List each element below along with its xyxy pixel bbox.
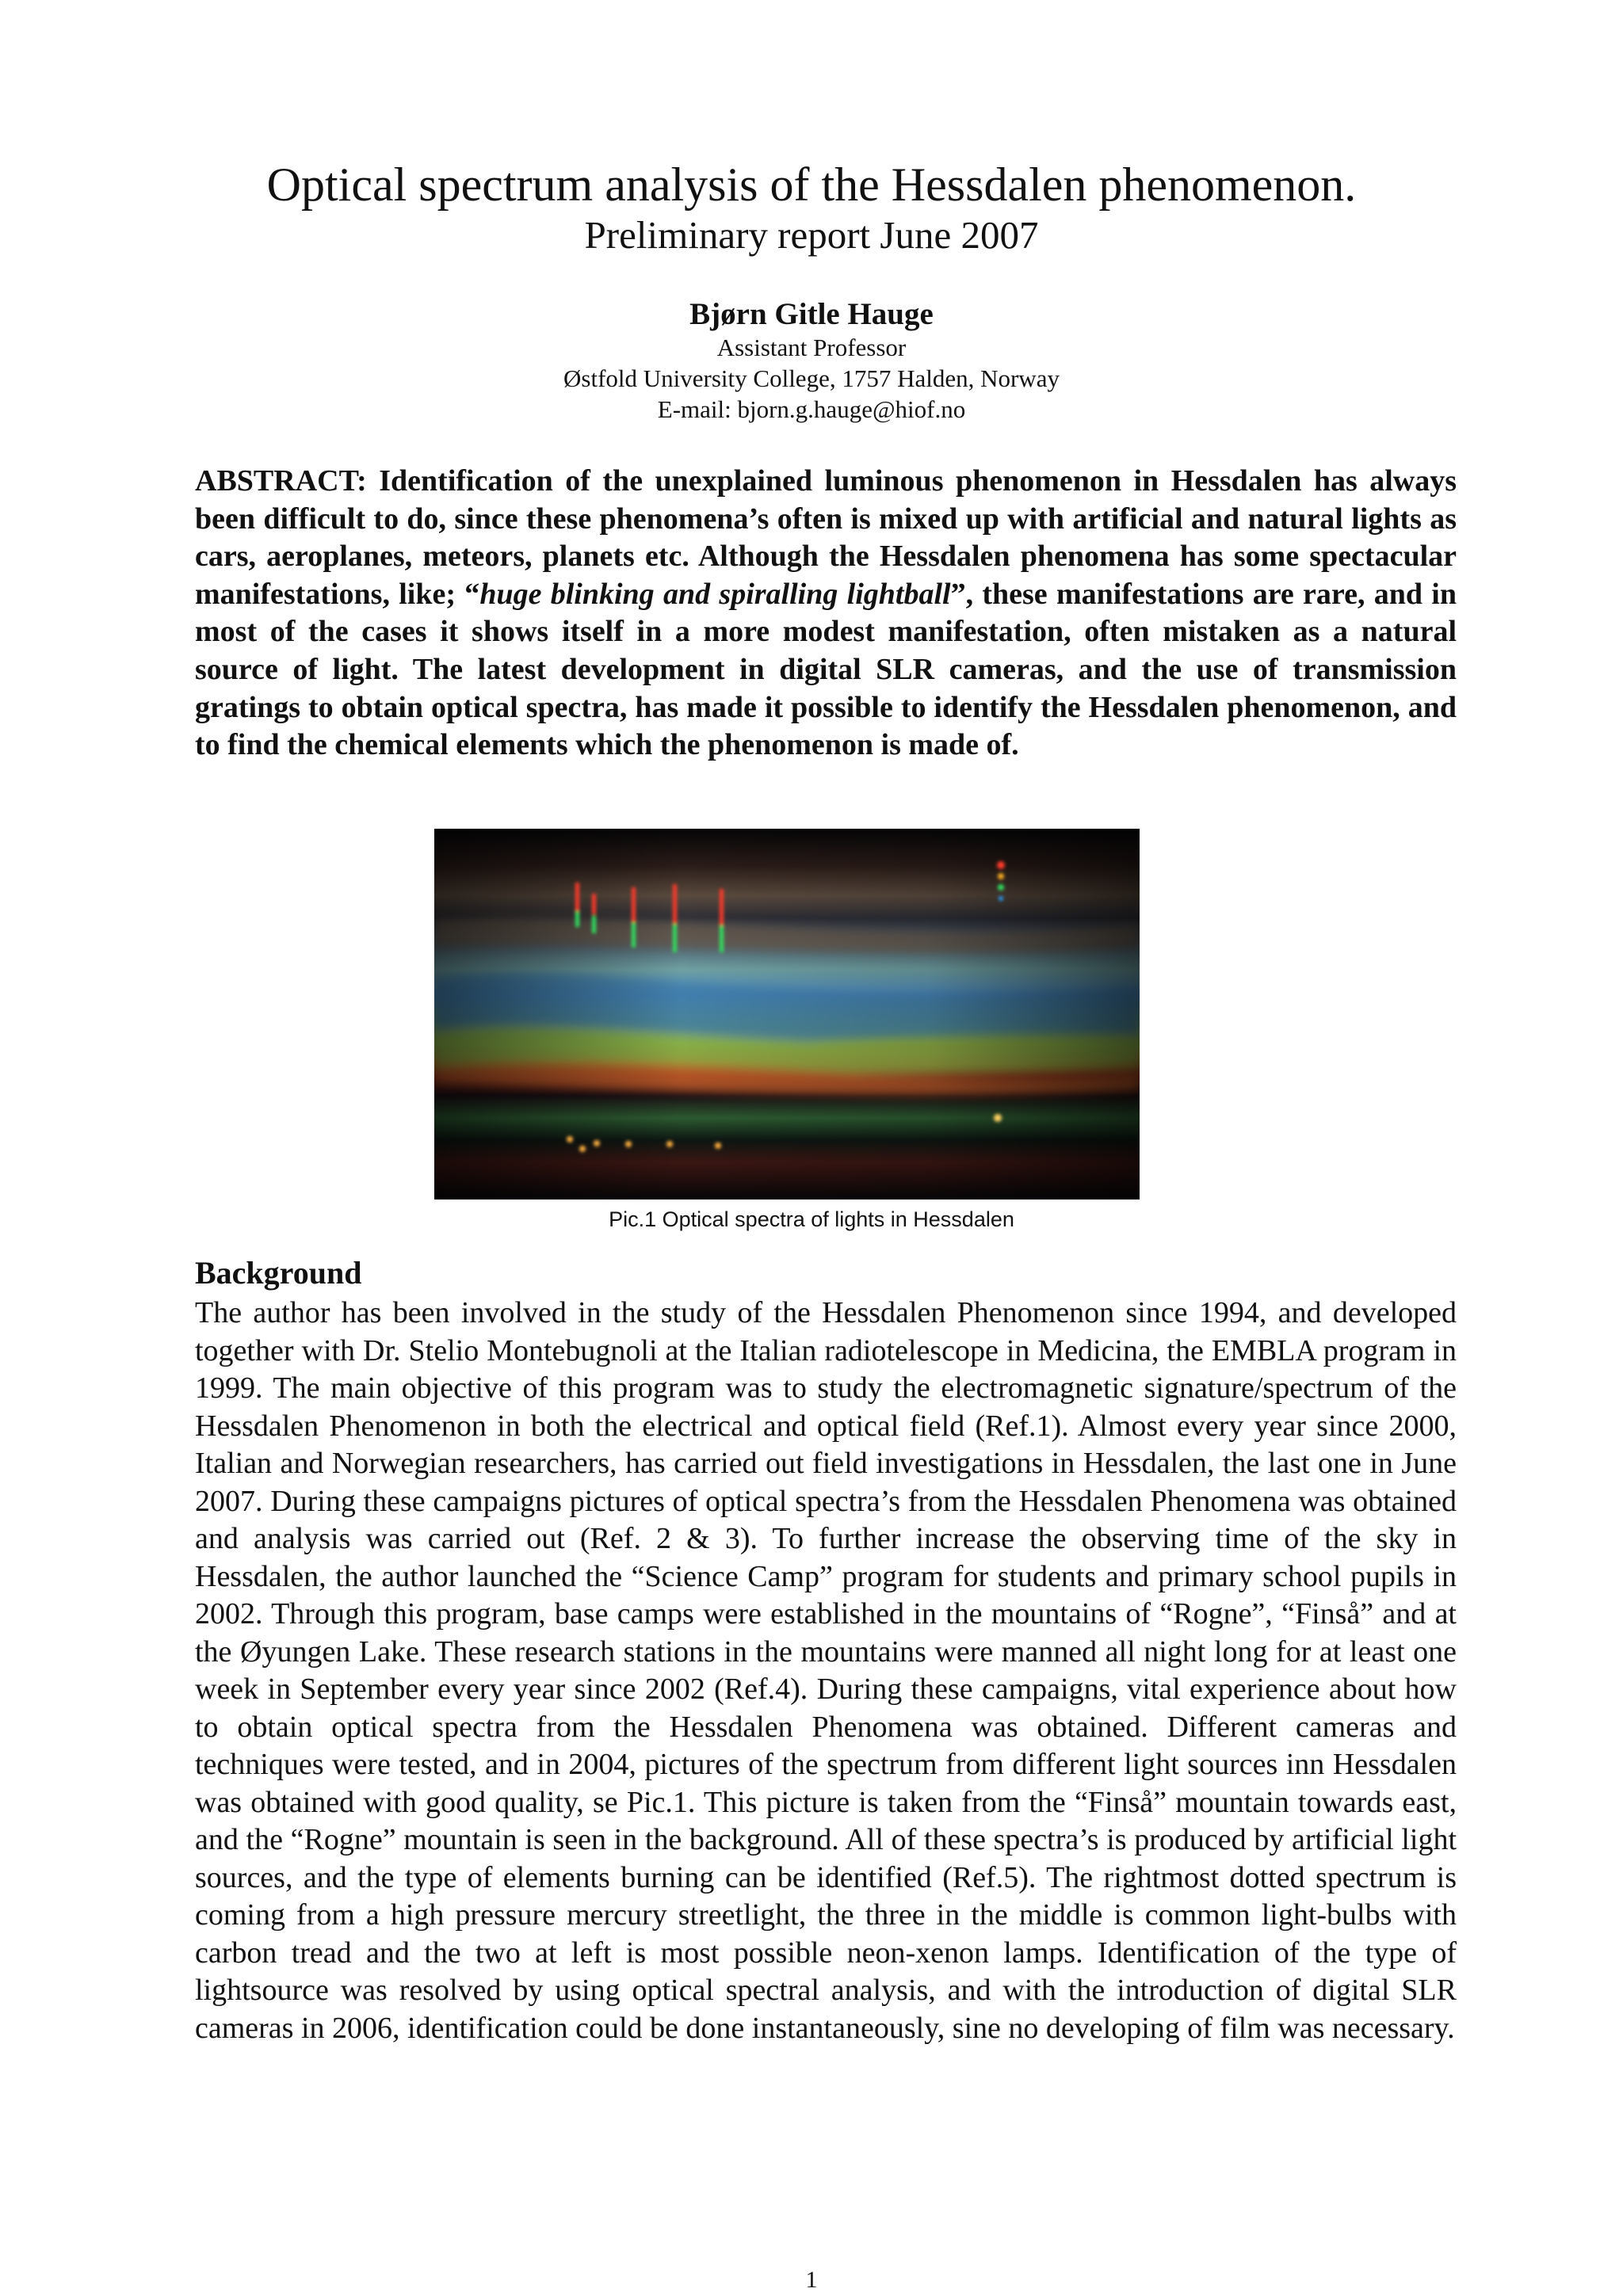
abstract	[195, 463, 1457, 765]
section-heading: Background	[195, 1255, 362, 1291]
author-name: Bjørn Gitle Hauge	[689, 297, 934, 331]
paper-title: Optical spectrum analysis of the Hessdalen phenomenon.	[266, 158, 1357, 211]
abstract-lead: ABSTRACT: Identification of the unexplained luminous phenomenon in Hessdalen has always been difficult to do, since these phenomena’s often is mixed up with artificial and natural lights as cars, aeroplanes, meteors, planets etc. Although the Hessdalen phenomena has some spectacular manifestations, like; “	[195, 464, 1457, 611]
abstract-italic: huge blinking and spiralling lightball	[479, 577, 951, 611]
figure-caption: Pic.1 Optical spectra of lights in Hessdalen	[609, 1207, 1014, 1231]
spectra-photo-image	[434, 829, 1140, 1199]
abstract-tail: ”, these manifestations are rare, and in most of the cases it shows itself in a more modest manifestation, often mistaken as a natural source of light. The latest development in digital SLR cameras, and the use of transmission gratings to obtain optical spectra, has made it possible to identify the Hessdalen phenomenon, and to find the chemical elements which the phenomenon is made of.	[195, 577, 1457, 762]
author-position: Assistant Professor	[716, 334, 907, 361]
author-institution: Østfold University College, 1757 Halden, Norway	[563, 364, 1060, 392]
page-number: 1	[805, 2267, 818, 2293]
background-text: The author has been involved in the study of the Hessdalen Phenomenon since 1994, and developed together with Dr. Stelio Montebugnoli at the Italian radiotelescope in Medicina, the EMBLA program in 1999. The main objective of this program was to study the electromagnetic signature/spectrum of the Hessdalen Phenomenon in both the electrical and optical field (Ref.1). Almost every year since 2000, Italian and Norwegian researchers, has carried out field investigations in Hessdalen, the last one in June 2007. During these campaigns pictures of optical spectra’s from the Hessdalen Phenomena was obtained and analysis was carried out (Ref. 2 & 3). To further increase the observing time of the sky in Hessdalen, the author launched the “Science Camp” program for students and primary school pupils in 2002. Through this program, base camps were established in the mountains of “Rogne”, “Finså” and at the Øyungen Lake. These research stations in the mountains were manned all night long for at least one week in September every year since 2002 (Ref.4). During these campaigns, vital experience about how to obtain optical spectra from the Hessdalen Phenomena was obtained. Different cameras and techniques were tested, and in 2004, pictures of the spectrum from different light sources inn Hessdalen was obtained with good quality, se Pic.1. This picture is taken from the “Finså” mountain towards east, and the “Rogne” mountain is seen in the background. All of these spectra’s is produced by artificial light sources, and the type of elements burning can be identified (Ref.5). The rightmost dotted spectrum is coming from a high pressure mercury streetlight, the three in the middle is common light-bulbs with carbon tread and the two at left is most possible neon-xenon lamps. Identification of the type of lightsource was resolved by using optical spectral analysis, and with the introduction of digital SLR cameras in 2006, identification could be done instantaneously, sine no developing of film was necessary.	[195, 1296, 1457, 2045]
author-email: E-mail: bjorn.g.hauge@hiof.no	[657, 395, 966, 423]
paper-subtitle: Preliminary report June 2007	[584, 213, 1039, 257]
spectra-photo	[434, 829, 1140, 1199]
